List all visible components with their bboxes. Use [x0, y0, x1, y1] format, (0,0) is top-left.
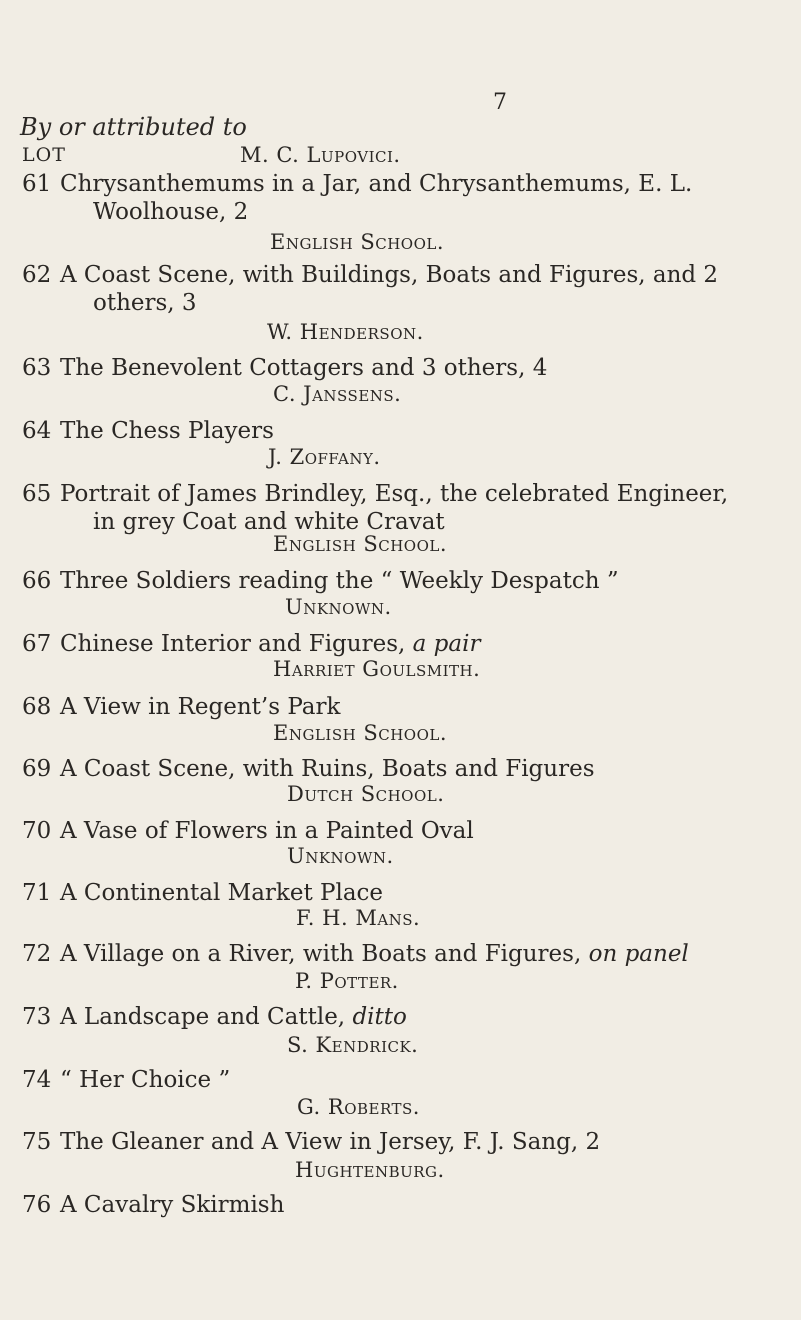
lot-title-line: Chinese Interior and Figures, [60, 631, 406, 657]
artist-name: M. C. Lupovici. [240, 143, 401, 167]
lot-title-line: The Benevolent Cottagers and 3 others, 4 [60, 355, 548, 381]
lot-number: 71 [22, 880, 52, 906]
lot-title-line: A Cavalry Skirmish [60, 1192, 285, 1218]
lot-title [60, 940, 785, 968]
artist-name: English School. [273, 721, 448, 745]
artist-name: S. Kendrick. [287, 1033, 419, 1057]
lot-title-note: on panel [588, 941, 689, 967]
lot-title [60, 817, 785, 845]
lot-number: 64 [22, 418, 52, 444]
lot-title-line: Three Soldiers reading the “ Weekly Despatch ” [60, 568, 619, 594]
lot-title [60, 170, 785, 226]
lot-title [60, 417, 785, 445]
page-header: By or attributed to [20, 113, 247, 141]
lot-title [60, 480, 785, 536]
lot-title-line: A Coast Scene, with Buildings, Boats and Figures, and 2 [60, 262, 719, 288]
lot-title-line: A Continental Market Place [60, 880, 384, 906]
artist-name: C. Janssens. [273, 382, 402, 406]
lot-number: 63 [22, 355, 52, 381]
lot-title [60, 1191, 785, 1219]
lot-number: 68 [22, 694, 52, 720]
artist-name: Dutch School. [287, 782, 445, 806]
artist-name: W. Henderson. [267, 320, 424, 344]
artist-name: G. Roberts. [297, 1095, 420, 1119]
lot-title-line: Chrysanthemums in a Jar, and Chrysanthemums, E. L. [60, 171, 693, 197]
lot-title [60, 1128, 785, 1156]
lot-title-line: Portrait of James Brindley, Esq., the celebrated Engineer, [60, 481, 729, 507]
lot-number: 66 [22, 568, 52, 594]
lot-title-line: A Vase of Flowers in a Painted Oval [60, 818, 474, 844]
lot-number: 73 [22, 1004, 52, 1030]
lot-number: 72 [22, 941, 52, 967]
lot-number: 62 [22, 262, 52, 288]
lot-title-continuation: others, 3 [93, 290, 197, 316]
lot-title-line: A Coast Scene, with Ruins, Boats and Figures [60, 756, 595, 782]
artist-name: Harriet Goulsmith. [273, 657, 481, 681]
lot-number: 67 [22, 631, 52, 657]
artist-name: Unknown. [287, 844, 394, 868]
lot-title-line: The Gleaner and A View in Jersey, F. J. Sang, 2 [60, 1129, 601, 1155]
lot-title [60, 261, 785, 317]
lot-title-line: “ Her Choice ” [60, 1067, 231, 1093]
lot-title-line: A Landscape and Cattle, [60, 1004, 346, 1030]
artist-name: English School. [270, 230, 445, 254]
page-number: 7 [493, 90, 507, 115]
lot-column-label: LOT [22, 144, 66, 166]
lot-title [60, 630, 785, 658]
lot-number: 76 [22, 1192, 52, 1218]
artist-name: English School. [273, 532, 448, 556]
lot-title-line: A View in Regent’s Park [60, 694, 341, 720]
lot-title [60, 567, 785, 595]
artist-name: F. H. Mans. [296, 906, 421, 930]
artist-name: Hughtenburg. [295, 1158, 445, 1182]
lot-title [60, 755, 785, 783]
artist-name: Unknown. [285, 595, 392, 619]
lot-title-continuation: Woolhouse, 2 [93, 199, 249, 225]
lot-title [60, 879, 785, 907]
lot-title-continuation: in grey Coat and white Cravat [93, 509, 445, 535]
lot-title [60, 693, 785, 721]
lot-title-note: a pair [412, 631, 481, 657]
artist-name: P. Potter. [295, 969, 399, 993]
lot-title-line: The Chess Players [60, 418, 274, 444]
lot-number: 61 [22, 171, 52, 197]
lot-title-note: ditto [352, 1004, 407, 1030]
lot-number: 74 [22, 1067, 52, 1093]
lot-number: 69 [22, 756, 52, 782]
artist-name: J. Zoffany. [268, 445, 381, 469]
lot-number: 70 [22, 818, 52, 844]
lot-title-line: A Village on a River, with Boats and Figures, [60, 941, 582, 967]
lot-title [60, 354, 785, 382]
lot-number: 75 [22, 1129, 52, 1155]
lot-title [60, 1066, 785, 1094]
lot-title [60, 1003, 785, 1031]
lot-number: 65 [22, 481, 52, 507]
